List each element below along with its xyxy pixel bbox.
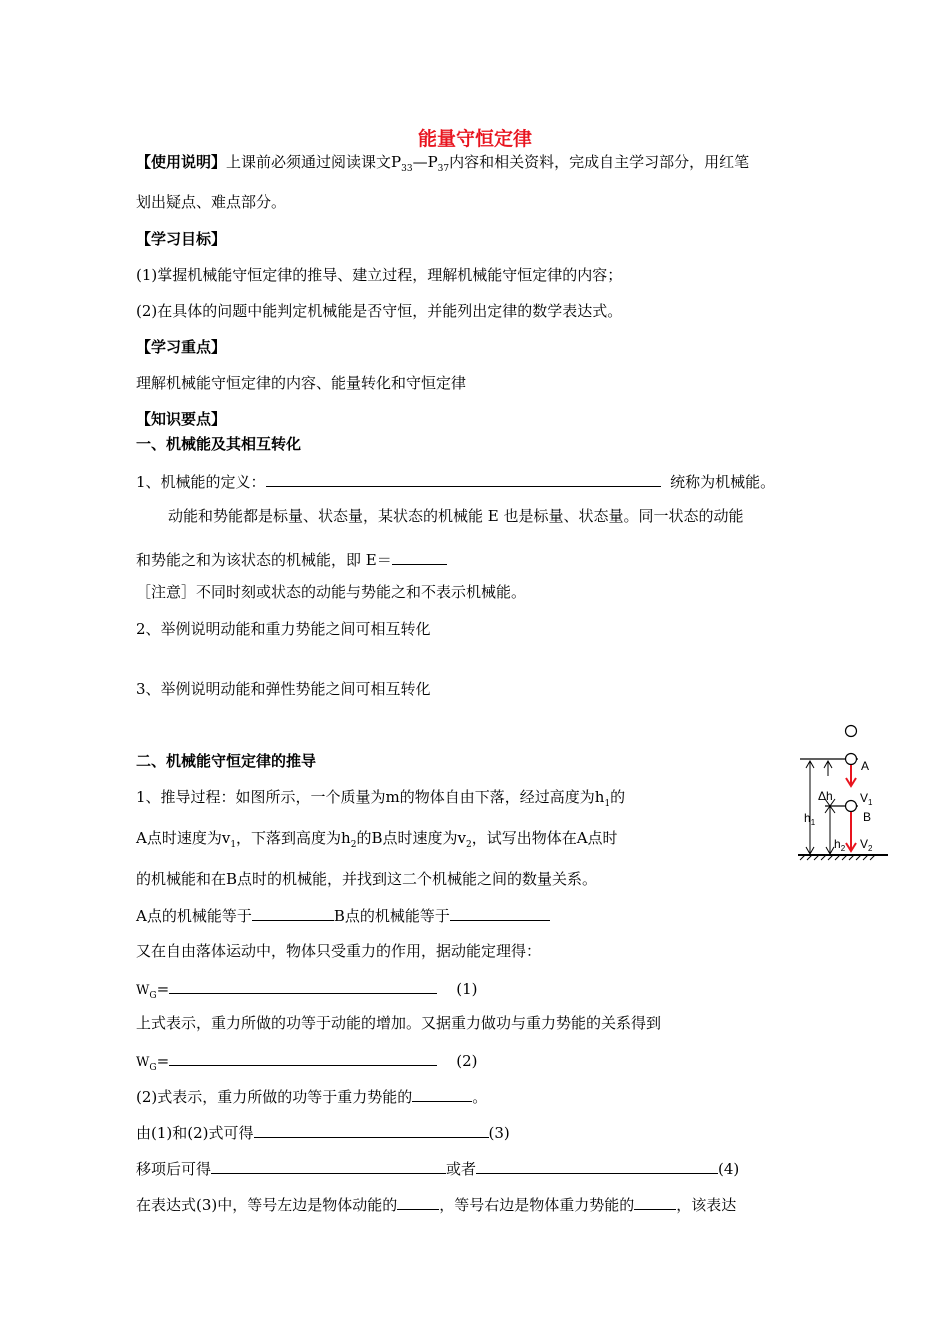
free-fall-text: 又在自由落体运动中，物体只受重力的作用，据动能定理得：	[136, 942, 542, 960]
usage-line-2: 划出疑点、难点部分。	[136, 193, 287, 211]
question-3: 3、举例说明动能和弹性势能之间可相互转化	[136, 680, 431, 698]
ball-a	[846, 754, 857, 765]
derivation-line-2: A点时速度为$v_1$，下落到高度为$h_2$的B点时速度为$v_2$，试写出物体在A点时	[136, 829, 618, 850]
last-blank-2[interactable]	[634, 1193, 676, 1210]
initial-ball	[846, 726, 857, 737]
label-v2: $V_2$	[860, 837, 873, 853]
definition-blank[interactable]	[266, 470, 661, 487]
objective-item-1: (1)掌握机械能守恒定律的推导、建立过程，理解机械能守恒定律的内容；	[136, 266, 623, 284]
equation-2: $W_G=$ (2)	[136, 1049, 477, 1078]
label-dh: Δh	[818, 789, 833, 803]
combine-line: 由(1)和(2)式可得 (3)	[136, 1121, 510, 1143]
combine-blank[interactable]	[254, 1121, 489, 1138]
equation-1-blank[interactable]	[169, 977, 437, 994]
equation-2-explain-blank[interactable]	[412, 1085, 472, 1102]
knowledge-heading: 【知识要点】	[136, 410, 227, 428]
last-line: 在表达式(3)中，等号左边是物体动能的 ，等号右边是物体重力势能的 ，该表达	[136, 1193, 736, 1215]
label-b: B	[863, 810, 872, 824]
label-h2: $h_2$	[834, 837, 846, 853]
page-title: 能量守恒定律	[417, 128, 532, 150]
objectives-heading: 【学习目标】	[136, 230, 227, 248]
move-blank-2[interactable]	[476, 1157, 718, 1174]
label-v1: $V_1$	[860, 791, 873, 807]
derivation-line-3: 的机械能和在B点时的机械能，并找到这二个机械能之间的数量关系。	[136, 870, 598, 888]
free-fall-diagram	[790, 718, 900, 863]
label-a: A	[861, 759, 870, 773]
section2-title: 二、机械能守恒定律的推导	[136, 752, 317, 770]
last-blank-1[interactable]	[397, 1193, 439, 1210]
equation-2-explain: (2)式表示，重力所做的功等于重力势能的 。	[136, 1085, 487, 1107]
equation-1: $W_G=$ (1)	[136, 977, 477, 1006]
label-h1: $h_1$	[804, 811, 816, 827]
note: ［注意］不同时刻或状态的动能与势能之和不表示机械能。	[136, 583, 527, 601]
equation-2-blank[interactable]	[169, 1049, 437, 1066]
question-1: 1、机械能的定义： 统称为机械能。	[136, 470, 775, 492]
e-blank[interactable]	[392, 548, 447, 565]
move-blank-1[interactable]	[211, 1157, 446, 1174]
focus-text: 理解机械能守恒定律的内容、能量转化和守恒定律	[136, 374, 467, 392]
equation-1-explain: 上式表示，重力所做的功等于动能的增加。又据重力做功与重力势能的关系得到	[136, 1014, 662, 1032]
question-2: 2、举例说明动能和重力势能之间可相互转化	[136, 620, 431, 638]
section1-title: 一、机械能及其相互转化	[136, 435, 302, 453]
usage-label: 【使用说明】	[136, 153, 227, 171]
objective-item-2: (2)在具体的问题中能判定机械能是否守恒，并能列出定律的数学表达式。	[136, 302, 623, 320]
paragraph-2: 和势能之和为该状态的机械能，即 E＝	[136, 548, 447, 570]
move-line: 移项后可得 或者 (4)	[136, 1157, 739, 1179]
usage-line-1: 【使用说明】上课前必须通过阅读课文$P_{33}—P_{37}$内容和相关资料，完成自主学习部分，用红笔	[136, 153, 750, 174]
b-energy-blank[interactable]	[450, 904, 550, 921]
energy-line: A点的机械能等于 B点的机械能等于	[136, 904, 550, 926]
a-energy-blank[interactable]	[252, 904, 334, 921]
focus-heading: 【学习重点】	[136, 338, 227, 356]
paragraph-1: 动能和势能都是标量、状态量，某状态的机械能 E 也是标量、状态量。同一状态的动能	[168, 507, 744, 525]
ball-b	[846, 801, 857, 812]
derivation-line-1: 1、推导过程：如图所示，一个质量为m的物体自由下落，经过高度为$h_1$的	[136, 788, 626, 809]
